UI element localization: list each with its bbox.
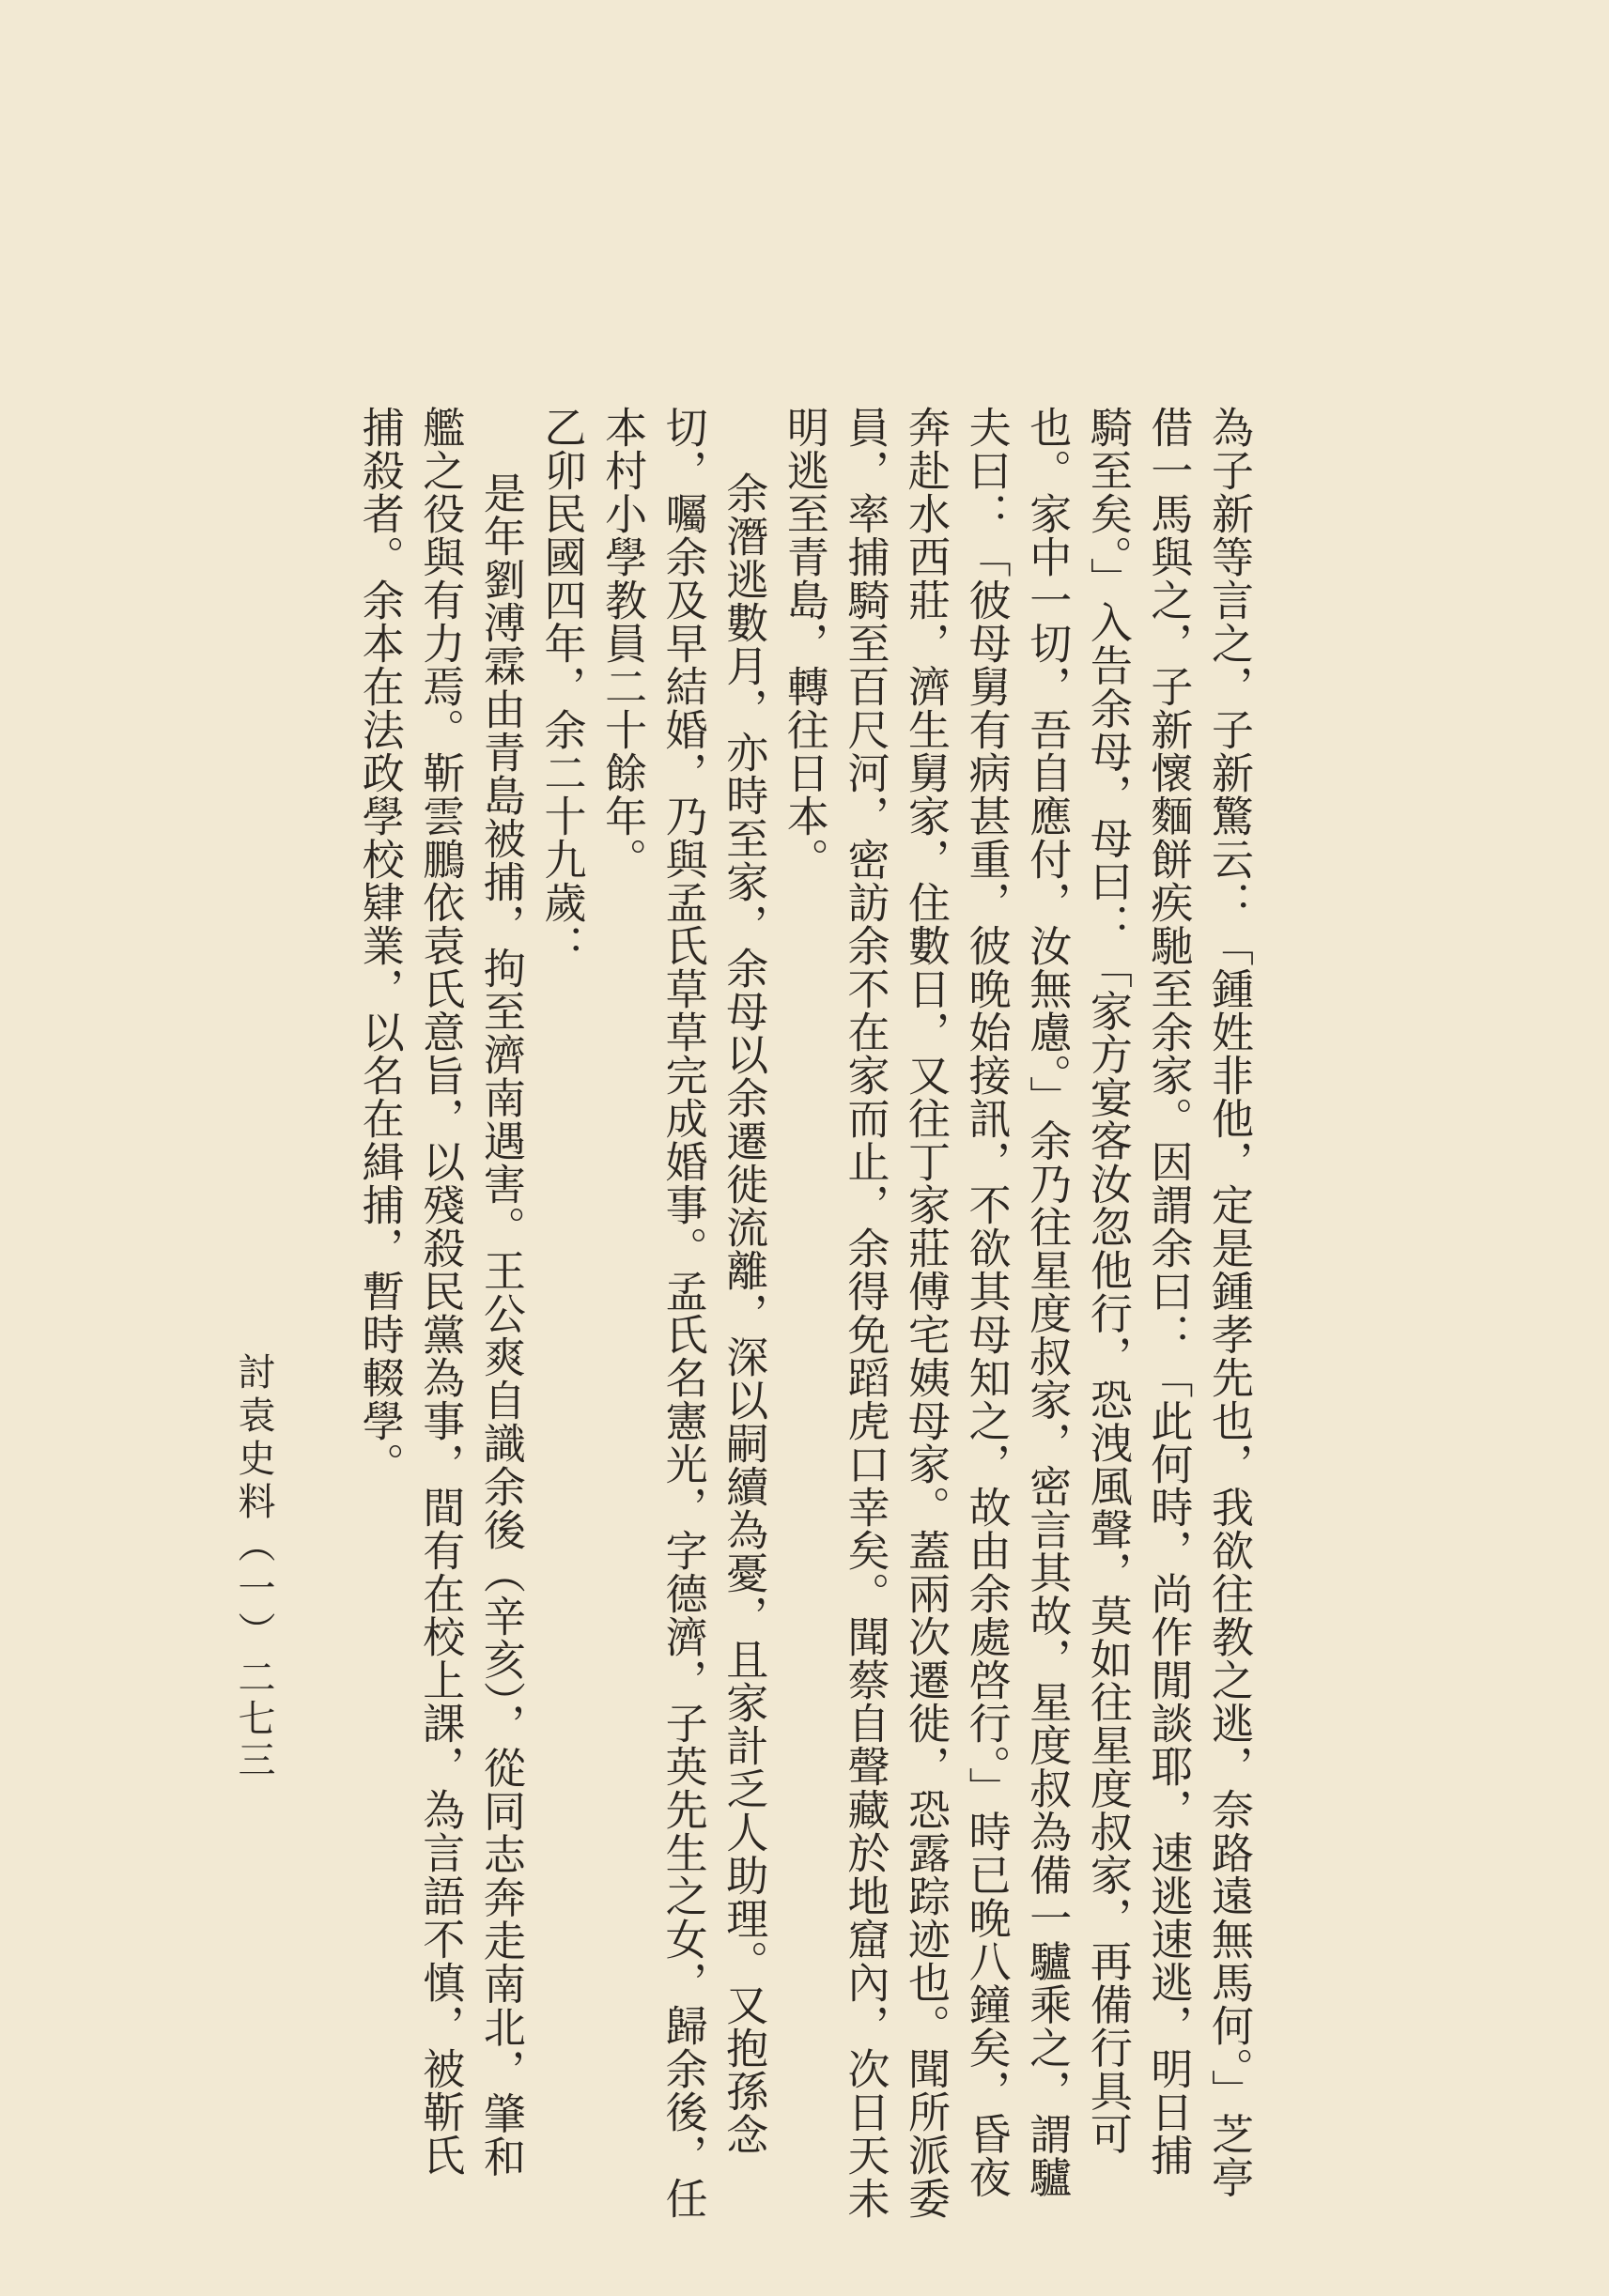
text-column: 切，囑余及早結婚，乃與孟氏草草完成婚事。孟氏名憲光，字德濟，子英先生之女，歸余後，任 — [658, 406, 708, 2220]
body-text — [346, 406, 1259, 2220]
section-heading-column: 乙卯民國四年，余二十九歲： — [536, 406, 587, 967]
text-column: 為子新等言之，子新驚云：「鍾姓非他，定是鍾孝先也，我欲往教之逃，奈路遠無馬何。」芝亭 — [1204, 406, 1254, 2199]
paragraph-start-column: 余潛逃數月，亦時至家，余母以余遷徙流離，深以嗣續為憂，且家計乏人助理。又抱孫念 — [719, 471, 769, 2156]
text-column: 借一馬與之，子新懷麵餅疾馳至余家。因謂余曰：「此何時，尚作閒談耶，速逃速逃，明日捕 — [1143, 406, 1194, 2177]
page-number: 二七三 — [232, 1657, 275, 1781]
text-column: 員，率捕騎至百尺河，密訪余不在家而止，余得免蹈虎口幸矣。聞蔡自聲藏於地窟內，次日天未 — [840, 406, 890, 2220]
text-column: 也。家中一切，吾自應付，汝無慮。」余乃往星度叔家，密言其故，星度叔為備一驢乘之，謂驢 — [1022, 406, 1073, 2199]
text-column: 夫曰：「彼母舅有病甚重，彼晚始接訊，不欲其母知之，故由余處啓行。」時已晚八鐘矣，昏夜 — [961, 406, 1012, 2199]
text-column: 捕殺者。余本在法政學校肄業，以名在緝捕，暫時輟學。 — [354, 406, 405, 1486]
text-column: 明逃至青島，轉往日本。 — [779, 406, 829, 881]
text-column: 艦之役與有力焉。靳雲鵬依袁氏意旨，以殘殺民黨為事，間有在校上課，為言語不慎，被靳氏 — [415, 406, 466, 2177]
paragraph-start-column: 是年劉溥霖由青島被捕，拘至濟南遇害。王公爽自識余後（辛亥），從同志奔走南北，肇和 — [475, 471, 526, 2179]
text-column: 騎至矣。」入告余母，母曰：「家方宴客汝忽他行，恐洩風聲，莫如往星度叔家，再備行具可 — [1082, 406, 1133, 2156]
text-column: 奔赴水西莊，濟生舅家，住數日，又往丁家莊傅宅姨母家。蓋兩次遷徙，恐露踪迹也。聞所派委 — [901, 406, 951, 2220]
text-column: 本村小學教員二十餘年。 — [597, 406, 648, 881]
book-title-footer: 討袁史料（一） — [232, 1352, 275, 1655]
